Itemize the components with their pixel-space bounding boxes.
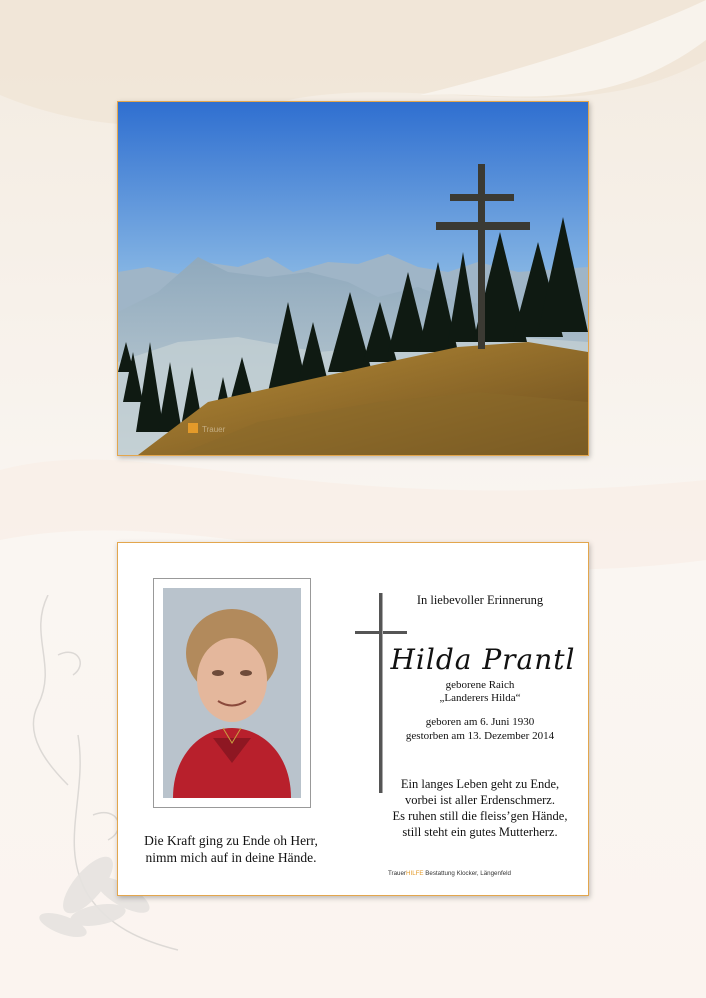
quote [126, 832, 336, 866]
deceased-name: Hilda Prantl [390, 643, 576, 676]
poem-line: still steht ein gutes Mutterherz. [402, 825, 558, 839]
portrait-photo [163, 588, 301, 798]
nickname: „Landerers Hilda“ [439, 692, 521, 704]
quote-line: nimm mich auf in deine Hände. [145, 850, 317, 865]
birth-date: geboren am 6. Juni 1930 [425, 716, 535, 728]
imprint-brand-highlight: HILFE [406, 870, 424, 877]
poem-line: Ein langes Leben geht zu Ende, [400, 777, 560, 791]
imprint-text: Bestattung Klocker, Längenfeld [423, 870, 511, 877]
death-date: gestorben am 13. Dezember 2014 [405, 730, 555, 742]
poem [380, 776, 580, 840]
maiden-name: geborene Raich [445, 679, 515, 691]
life-dates [380, 715, 580, 743]
photo-watermark: Trauer [202, 425, 226, 434]
maiden-name-block [395, 679, 565, 705]
logo-icon [188, 423, 198, 433]
landscape-photo [117, 101, 589, 456]
portrait-frame [153, 578, 311, 808]
imprint-brand: Trauer [388, 870, 406, 877]
poem-line: Es ruhen still die fleiss’gen Hände, [392, 809, 568, 823]
poem-line: vorbei ist aller Erdenschmerz. [405, 793, 555, 807]
imprint [388, 870, 618, 877]
quote-line: Die Kraft ging zu Ende oh Herr, [144, 833, 318, 848]
memorial-heading: In liebevoller Erinnerung [416, 593, 544, 607]
memorial-card [117, 542, 589, 896]
